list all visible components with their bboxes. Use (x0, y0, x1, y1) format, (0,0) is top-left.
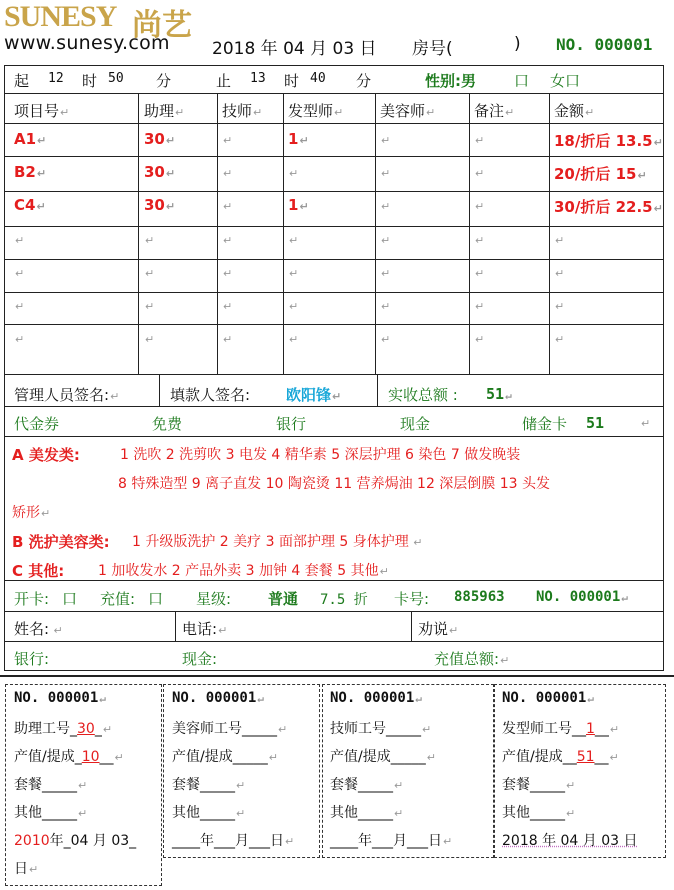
service-a-line2: 8 特殊造型 9 离子直发 10 陶瓷烫 11 营养焗油 12 深层倒膜 13 头发 (118, 476, 551, 492)
slip-number: NO. 000001↵ (14, 690, 106, 706)
table-cell-assistant: 30↵ (144, 130, 176, 148)
table-cell-amount: 30/折后 22.5↵ (554, 198, 663, 216)
col-divider (217, 93, 218, 374)
table-cell-assistant: 30↵ (144, 196, 176, 214)
open-card-checkbox[interactable]: 口 (62, 590, 78, 608)
table-cell-stylist: ↵ (289, 333, 299, 346)
slip-date-tail: 日↵ (14, 861, 39, 877)
form-date: 2018 年 04 月 03 日 (212, 39, 377, 59)
slip-other-field: 其他_____↵ (172, 805, 246, 821)
customer-phone-label: 电话:↵ (182, 620, 228, 638)
table-cell-item-no: ↵ (15, 234, 25, 247)
table-cell-assistant: ↵ (145, 333, 155, 346)
table-cell-stylist: 1↵ (288, 130, 309, 148)
divider (5, 156, 663, 157)
table-cell-amount: 18/折后 13.5↵ (554, 132, 663, 150)
logo-brand-text: SUNESY (4, 0, 117, 33)
header-amount: 金额↵ (554, 102, 595, 120)
recharge-label: 充值: (100, 590, 136, 608)
room-label: 房号( (412, 39, 453, 59)
payment-stored-card: 储金卡 (522, 415, 568, 433)
table-cell-remarks: ↵ (475, 300, 485, 313)
header-technician: 技师↵ (222, 102, 263, 120)
total-received-label: 实收总额 : (388, 386, 458, 404)
hour-label: 时 (284, 72, 300, 90)
start-minute: 50 (108, 71, 124, 86)
slip-output-field: 产值/提成_____↵ (172, 749, 278, 765)
service-c-title: C 其他: (12, 562, 65, 580)
table-cell-technician: ↵ (223, 234, 233, 247)
table-cell-stylist: ↵ (289, 167, 299, 180)
payment-stored-value: 51 (586, 414, 605, 432)
header-assistant: 助理↵ (144, 102, 185, 120)
table-cell-remarks: ↵ (475, 134, 485, 147)
gender-label: 性别:男 (425, 72, 476, 90)
slip-date: ____年___月___日↵ (172, 833, 295, 849)
service-b-title: B 洗护美容类: (12, 533, 110, 551)
start-label: 起 (14, 72, 30, 90)
discount-value: 7.5 折 (320, 592, 368, 608)
slip-output-field: 产值/提成__51__↵ (502, 749, 619, 765)
minute-label: 分 (356, 72, 372, 90)
divider (5, 123, 663, 124)
section-separator (0, 675, 674, 677)
table-cell-item-no: ↵ (15, 333, 25, 346)
logo-brand-cn: 尚艺 (132, 8, 192, 43)
table-cell-remarks: ↵ (475, 167, 485, 180)
divider (5, 580, 663, 581)
table-cell-technician: ↵ (223, 333, 233, 346)
end-hour: 13 (250, 71, 266, 86)
level-label: 星级: (196, 590, 232, 608)
open-card-label: 开卡: (14, 590, 50, 608)
table-cell-assistant: ↵ (145, 300, 155, 313)
service-a-title: A 美发类: (12, 446, 80, 464)
col-divider (469, 93, 470, 374)
end-label: 止 (216, 72, 232, 90)
slip-package-field: 套餐_____↵ (172, 777, 246, 793)
service-c-line: 1 加收发水 2 产品外卖 3 加钟 4 套餐 5 其他↵ (98, 563, 389, 579)
gender-male-checkbox[interactable]: 口 (514, 72, 530, 90)
table-cell-technician: ↵ (223, 167, 233, 180)
table-cell-technician: ↵ (223, 300, 233, 313)
slip-package-field: 套餐_____↵ (330, 777, 404, 793)
slip-package-field: 套餐_____↵ (14, 777, 88, 793)
table-cell-stylist: ↵ (289, 300, 299, 313)
table-cell-item-no: B2↵ (14, 163, 47, 181)
recharge-checkbox[interactable]: 口 (148, 590, 164, 608)
divider (5, 191, 663, 192)
table-cell-amount: ↵ (555, 300, 565, 313)
table-cell-technician: ↵ (223, 200, 233, 213)
slip-role-field: 技师工号_____↵ (330, 721, 432, 737)
col-divider (549, 93, 550, 374)
service-a-line1: 1 洗吹 2 洗剪吹 3 电发 4 精华素 5 深层护理 6 染色 7 做发晚装 (120, 447, 521, 463)
divider (5, 611, 663, 612)
col-divider (375, 93, 376, 374)
col-divider (159, 374, 160, 406)
form-number: NO. 000001 (556, 35, 653, 54)
table-cell-remarks: ↵ (475, 200, 485, 213)
slip-other-field: 其他_____↵ (14, 805, 88, 821)
table-cell-amount: ↵ (555, 267, 565, 280)
service-a-line3: 矫形↵ (12, 505, 51, 521)
slip-package-field: 套餐_____↵ (502, 777, 576, 793)
table-cell-assistant: ↵ (145, 267, 155, 280)
divider (5, 292, 663, 293)
slip-date: 2010年_04 月 03_ (14, 833, 137, 849)
card-form-number: NO. 000001↵ (536, 589, 628, 605)
table-cell-assistant: ↵ (145, 234, 155, 247)
level-value: 普通 (268, 590, 299, 608)
header-stylist: 发型师↵ (288, 102, 344, 120)
slip-number: NO. 000001↵ (502, 690, 594, 706)
recharge-total-label: 充值总额:↵ (434, 650, 510, 668)
recharge-bank-label: 银行: (14, 650, 50, 668)
filler-signature-name: 欧阳锋↵ (286, 386, 342, 404)
header-remarks: 备注↵ (474, 102, 515, 120)
table-cell-stylist: 1↵ (288, 196, 309, 214)
card-number-label: 卡号: (394, 590, 430, 608)
order-form (4, 65, 664, 671)
table-cell-remarks: ↵ (475, 234, 485, 247)
slip-date: 2018 年 04 月 03 日 (502, 833, 638, 849)
payment-cash: 现金 (400, 415, 431, 433)
gender-female-checkbox[interactable]: 女口 (550, 72, 581, 90)
divider (5, 226, 663, 227)
customer-advice-label: 劝说↵ (418, 620, 459, 638)
manager-signature-label: 管理人员签名:↵ (14, 386, 120, 404)
table-cell-item-no: ↵ (15, 300, 25, 313)
service-b-line: 1 升级版洗护 2 美疗 3 面部护理 5 身体护理 ↵ (132, 534, 423, 550)
minute-label: 分 (156, 72, 172, 90)
table-cell-beautician: ↵ (381, 267, 391, 280)
table-cell-amount: ↵ (555, 333, 565, 346)
table-cell-amount: ↵ (555, 234, 565, 247)
table-cell-amount: 20/折后 15↵ (554, 165, 647, 183)
table-cell-beautician: ↵ (381, 300, 391, 313)
table-cell-assistant: 30↵ (144, 163, 176, 181)
website-url: www.sunesy.com (4, 32, 170, 54)
recharge-cash-label: 现金: (182, 650, 218, 668)
hour-label: 时 (82, 72, 98, 90)
table-cell-remarks: ↵ (475, 333, 485, 346)
slip-number: NO. 000001↵ (330, 690, 422, 706)
customer-name-label: 姓名: ↵ (14, 620, 63, 638)
divider (5, 93, 663, 94)
table-cell-stylist: ↵ (289, 267, 299, 280)
slip-other-field: 其他_____↵ (330, 805, 404, 821)
brand-logo (4, 2, 208, 54)
slip-other-field: 其他_____↵ (502, 805, 576, 821)
filler-signature-label: 填款人签名: (170, 386, 251, 404)
payment-bank: 银行 (276, 415, 307, 433)
divider (5, 641, 663, 642)
card-number-value: 885963 (454, 589, 505, 605)
table-cell-beautician: ↵ (381, 200, 391, 213)
payment-free: 免费 (152, 415, 183, 433)
col-divider (175, 611, 176, 641)
slip-output-field: 产值/提成_____↵ (330, 749, 436, 765)
end-minute: 40 (310, 71, 326, 86)
slip-role-field: 助理工号_30_↵ (14, 721, 113, 737)
slip-role-field: 发型师工号__1__↵ (502, 721, 620, 737)
col-divider (138, 93, 139, 374)
table-cell-item-no: ↵ (15, 267, 25, 280)
table-cell-technician: ↵ (223, 267, 233, 280)
col-divider (411, 611, 412, 641)
header-beautician: 美容师↵ (380, 102, 436, 120)
start-hour: 12 (48, 71, 64, 86)
table-cell-beautician: ↵ (381, 333, 391, 346)
table-cell-item-no: A1↵ (14, 130, 47, 148)
divider (5, 406, 663, 407)
payment-voucher: 代金券 (14, 415, 60, 433)
divider (5, 259, 663, 260)
divider (5, 374, 663, 375)
col-divider (377, 374, 378, 406)
slip-number: NO. 000001↵ (172, 690, 264, 706)
header-item-no: 项目号↵ (14, 102, 70, 120)
col-divider (283, 93, 284, 374)
slip-date: ____年___月___日↵ (330, 833, 453, 849)
table-cell-remarks: ↵ (475, 267, 485, 280)
divider (5, 436, 663, 437)
divider (5, 324, 663, 325)
slip-role-field: 美容师工号_____↵ (172, 721, 288, 737)
slip-output-field: 产值/提成_10__↵ (14, 749, 124, 765)
table-cell-beautician: ↵ (381, 234, 391, 247)
table-cell-stylist: ↵ (289, 234, 299, 247)
table-cell-technician: ↵ (223, 134, 233, 147)
table-cell-beautician: ↵ (381, 134, 391, 147)
table-cell-item-no: C4↵ (14, 196, 46, 214)
table-cell-beautician: ↵ (381, 167, 391, 180)
total-received-value: 51↵ (486, 385, 512, 403)
room-close: ) (514, 34, 521, 54)
paragraph-mark: ↵ (641, 417, 651, 430)
